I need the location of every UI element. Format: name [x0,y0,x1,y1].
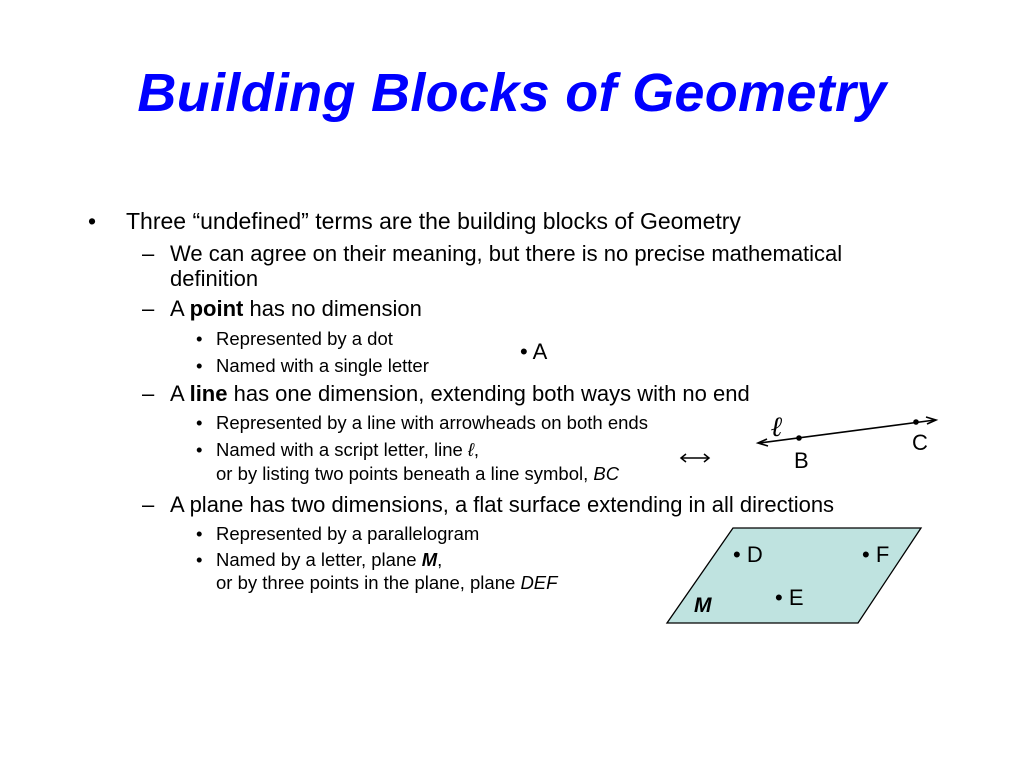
line-named-suffix: , [473,439,480,460]
plane-points-def: DEF [520,572,558,593]
agree-text-line2: definition [170,266,259,291]
dash-marker: – [142,381,155,406]
point-c-dot [913,419,919,425]
point-f-label: • F [862,542,890,567]
plane-named-prefix: Named by a letter, plane [216,549,422,570]
plane-represented: Represented by a parallelogram [216,523,480,544]
line-symbol-icon [681,454,709,462]
point-b-dot [796,435,802,441]
line-suffix: has one dimension, extending both ways with no end [227,381,750,406]
dash-marker: – [142,492,155,517]
line-named-prefix: Named with a script letter, line [216,439,468,460]
line-term: line [189,381,228,406]
line-figure [758,417,936,446]
line-name-label: ℓ [771,412,783,443]
dash-marker: – [142,296,155,321]
main-bullet-text: Three “undefined” terms are the building blocks of Geometry [126,208,741,234]
point-a-label: • A [520,339,548,364]
dash-marker: – [142,241,155,266]
point-d-label: • D [733,542,763,567]
line-prefix: A [170,381,190,406]
point-suffix: has no dimension [243,296,422,321]
point-named: Named with a single letter [216,355,429,376]
sub-bullet-marker: • [196,439,203,460]
point-prefix: A [170,296,190,321]
plane-letter-m: M [421,549,438,570]
line-represented: Represented by a line with arrowheads on both ends [216,412,648,433]
sub-bullet-marker: • [196,355,203,376]
bullet-marker: • [88,208,97,234]
point-e-label: • E [775,585,804,610]
line-named-line2-prefix: or by listing two points beneath a line symbol, [216,463,594,484]
slide-title: Building Blocks of Geometry [137,63,887,123]
agree-text-line1: We can agree on their meaning, but there is no precise mathematical [170,241,843,266]
plane-name-label: M [694,594,712,617]
sub-bullet-marker: • [196,549,203,570]
line-script-letter: ℓ [467,439,474,460]
plane-named-line2-prefix: or by three points in the plane, plane [216,572,521,593]
sub-bullet-marker: • [196,523,203,544]
sub-bullet-marker: • [196,412,203,433]
plane-bullet: A plane has two dimensions, a flat surface extending in all directions [170,492,835,517]
line-points-bc: BC [593,463,620,484]
sub-bullet-marker: • [196,328,203,349]
plane-named-suffix: , [437,549,443,570]
point-represented: Represented by a dot [216,328,393,349]
point-c-label: C [912,430,928,455]
point-term: point [189,296,244,321]
point-b-label: B [794,448,809,473]
